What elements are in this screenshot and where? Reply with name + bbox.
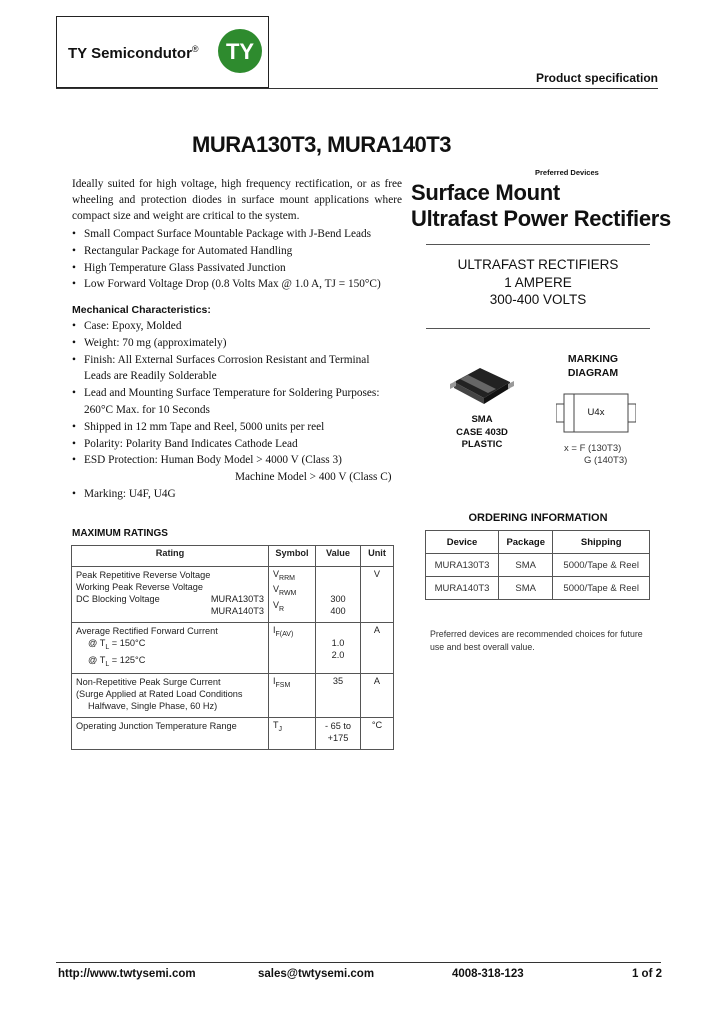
list-item-continuation: 260°C Max. for 10 Seconds — [84, 403, 210, 416]
ordering-table — [425, 530, 650, 600]
rating-line: Halfwave, Single Phase, 60 Hz) — [88, 700, 218, 711]
symbol: $I_{FSM}$ — [273, 675, 291, 689]
value: 2.0 — [331, 650, 345, 660]
symbol: $V_{RWM}$ — [273, 584, 297, 598]
column-header: Device — [426, 531, 499, 554]
maximum-ratings-table — [71, 545, 394, 750]
divider — [426, 328, 650, 329]
marking-code: U4x — [587, 407, 605, 418]
preferred-devices-note: Preferred devices are recommended choices for future use and best overall value. — [430, 629, 643, 652]
sma-package-icon — [450, 360, 514, 406]
value: 300 — [330, 594, 346, 604]
value-cell — [316, 717, 361, 749]
intro-paragraph: Ideally suited for high voltage, high frequency rectification, or as free wheeling and protection diodes in surface mount applications where compact size and weight are critical to the system. — [72, 178, 402, 222]
product-title-line2: Ultrafast Power Rectifiers — [411, 206, 671, 231]
ty-logo-icon — [217, 28, 263, 74]
column-header: Unit — [361, 546, 394, 567]
list-item: • Marking: U4F, U4G — [72, 486, 392, 503]
column-header: Value — [316, 546, 361, 567]
unit-cell: A — [361, 623, 394, 674]
table-cell: SMA — [499, 577, 553, 600]
list-item: • Small Compact Surface Mountable Package with J-Bend Leads — [72, 226, 381, 243]
table-row — [426, 554, 650, 577]
table-cell: 5000/Tape & Reel — [553, 554, 650, 577]
product-specification-label: Product specification — [535, 71, 658, 85]
value-cell — [316, 567, 361, 623]
table-cell: SMA — [499, 554, 553, 577]
package-label — [446, 414, 518, 452]
list-item: • ESD Protection: Human Body Model > 4000 V (Class 3) — [72, 452, 392, 469]
rating-line: Non-Repetitive Peak Surge Current — [76, 676, 221, 687]
list-item: • High Temperature Glass Passivated Junction — [72, 260, 381, 277]
spec-line: ULTRAFAST RECTIFIERS — [457, 257, 619, 272]
list-item: • Polarity: Polarity Band Indicates Cathode Lead — [72, 436, 392, 453]
column-header: Symbol — [269, 546, 316, 567]
rating-line: Working Peak Reverse Voltage — [76, 582, 203, 592]
table-cell: MURA140T3 — [426, 577, 499, 600]
list-item: • Rectangular Package for Automated Handling — [72, 243, 381, 260]
rating-line: DC Blocking Voltage — [76, 594, 160, 604]
symbol: $V_R$ — [273, 599, 285, 613]
website-link[interactable]: http://www.twtysemi.com — [58, 968, 196, 980]
column-header: Rating — [72, 546, 269, 567]
table-row — [72, 673, 394, 717]
rating-cell — [72, 673, 269, 717]
list-item: • Case: Epoxy, Molded — [72, 318, 392, 335]
value-cell — [316, 623, 361, 674]
rating-line: @ $T_L = 150^\circ C$ — [88, 638, 146, 651]
spec-line: 1 AMPERE — [504, 274, 572, 290]
svg-text:TY: TY — [225, 39, 255, 64]
list-item: • Weight: 70 mg (approximately) — [72, 335, 392, 352]
footer-divider — [56, 962, 661, 963]
rating-cell — [72, 623, 269, 674]
preferred-devices-label: Preferred Devices — [535, 168, 599, 177]
divider — [426, 244, 650, 245]
unit-cell: A — [361, 673, 394, 717]
list-item-continuation: Machine Model > 400 V (Class C) — [235, 471, 392, 484]
mechanical-heading: Mechanical Characteristics: — [72, 304, 211, 316]
symbol-cell — [269, 673, 316, 717]
mechanical-list — [72, 318, 392, 503]
value: 1.0 — [331, 638, 345, 648]
maximum-ratings-heading: MAXIMUM RATINGS — [72, 528, 168, 539]
package-line: CASE 403D — [456, 426, 508, 438]
symbol-cell — [269, 623, 316, 674]
table-header-row — [426, 531, 650, 554]
rating-line: MURA130T3 — [210, 594, 264, 604]
column-header: Package — [499, 531, 553, 554]
rating-line: Average Rectified Forward Current — [76, 626, 218, 636]
legend-line: G (140T3) — [584, 455, 628, 466]
spec-line: 300-400 VOLTS — [489, 292, 587, 307]
table-row — [72, 623, 394, 674]
list-item: • Finish: All External Surfaces Corrosion Resistant and Terminal — [72, 352, 392, 369]
rating-cell — [72, 567, 269, 623]
company-name: TY Semicondutor® — [68, 44, 199, 62]
list-item: • Lead and Mounting Surface Temperature for Soldering Purposes: — [72, 385, 392, 402]
value: +175 — [327, 732, 349, 743]
symbol-cell — [269, 717, 316, 749]
table-row — [426, 577, 650, 600]
rating-cell — [72, 717, 269, 749]
table-row — [72, 567, 394, 623]
symbol: $I_{F(AV)}$ — [273, 625, 294, 638]
email-link[interactable]: sales@twtysemi.com — [258, 968, 375, 980]
list-item: • Low Forward Voltage Drop (0.8 Volts Max @ 1.0 A, TJ = 150°C) — [72, 276, 381, 293]
column-header: Shipping — [553, 531, 650, 554]
product-title-line1: Surface Mount — [411, 180, 560, 205]
table-cell: MURA130T3 — [426, 554, 499, 577]
table-cell: 5000/Tape & Reel — [553, 577, 650, 600]
marking-legend — [564, 443, 627, 467]
value: - 65 to — [324, 720, 352, 731]
symbol: $T_J$ — [273, 719, 282, 733]
unit-cell: V — [361, 567, 394, 623]
spec-summary — [426, 256, 650, 309]
rating-line: MURA140T3 — [210, 606, 264, 616]
package-line: SMA — [471, 414, 493, 425]
symbol: $V_{RRM}$ — [273, 569, 295, 582]
rating-line: @ $T_L = 125^\circ C$ — [88, 654, 146, 668]
value-cell: 35 — [316, 673, 361, 717]
list-item: • Shipped in 12 mm Tape and Reel, 5000 units per reel — [72, 419, 392, 436]
features-list — [72, 226, 381, 293]
page-title: MURA130T3, MURA140T3 — [192, 132, 451, 157]
rating-line: (Surge Applied at Rated Load Conditions — [76, 688, 243, 699]
rating-line: Peak Repetitive Reverse Voltage — [76, 570, 211, 580]
marking-diagram-heading: MARKING DIAGRAM — [567, 353, 619, 379]
symbol-cell — [269, 567, 316, 623]
phone-number: 4008-318-123 — [452, 968, 524, 980]
table-header-row — [72, 546, 394, 567]
package-line: PLASTIC — [461, 439, 503, 450]
table-row — [72, 717, 394, 749]
unit-cell: °C — [361, 717, 394, 749]
value: 400 — [330, 606, 346, 616]
ordering-information-heading: ORDERING INFORMATION — [468, 512, 608, 524]
legend-line: x = F (130T3) — [564, 443, 622, 454]
list-item-continuation: Leads are Readily Solderable — [84, 370, 217, 383]
header-divider — [56, 88, 658, 89]
rating-line: Operating Junction Temperature Range — [76, 720, 237, 731]
page-number: 1 of 2 — [631, 968, 662, 980]
